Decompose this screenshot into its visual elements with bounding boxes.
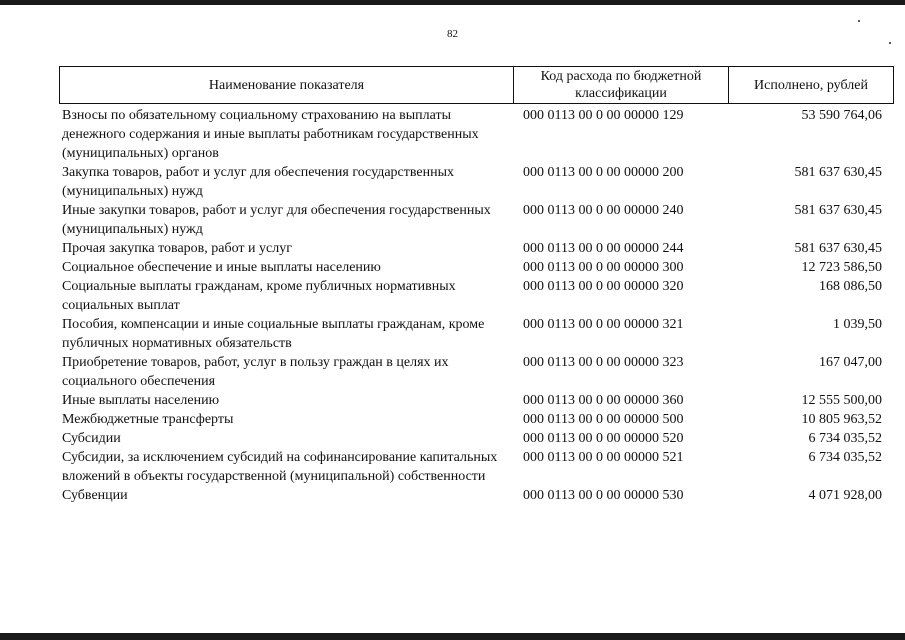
cell-code: 000 0113 00 0 00 00000 520 — [523, 431, 684, 446]
table-header — [59, 66, 894, 104]
cell-amount: 6 734 035,52 — [808, 431, 882, 446]
cell-name: Межбюджетные трансферты — [62, 412, 234, 427]
cell-amount: 53 590 764,06 — [801, 108, 882, 123]
cell-code: 000 0113 00 0 00 00000 500 — [523, 412, 684, 427]
cell-code: 000 0113 00 0 00 00000 244 — [523, 241, 684, 256]
cell-name: Иные закупки товаров, работ и услуг для обеспечения государственных (муниципальных) нужд — [62, 203, 491, 237]
cell-amount: 168 086,50 — [819, 279, 882, 294]
cell-name: Субсидии — [62, 431, 121, 446]
table-row — [59, 391, 894, 410]
cell-name: Закупка товаров, работ и услуг для обеспечения государственных (муниципальных) нужд — [62, 165, 455, 199]
cell-amount: 6 734 035,52 — [808, 450, 882, 465]
table-row — [59, 486, 894, 505]
header-code: Код расхода по бюджетной классификации — [514, 67, 729, 103]
cell-amount: 581 637 630,45 — [794, 165, 882, 180]
cell-amount: 581 637 630,45 — [794, 241, 882, 256]
cell-code: 000 0113 00 0 00 00000 323 — [523, 355, 684, 370]
cell-name: Субвенции — [62, 488, 128, 503]
cell-code: 000 0113 00 0 00 00000 320 — [523, 279, 684, 294]
cell-code: 000 0113 00 0 00 00000 200 — [523, 165, 684, 180]
page-number: 82 — [447, 28, 458, 40]
cell-amount: 12 723 586,50 — [801, 260, 882, 275]
cell-amount: 581 637 630,45 — [794, 203, 882, 218]
header-amount: Исполнено, рублей — [754, 77, 868, 93]
cell-amount: 12 555 500,00 — [801, 393, 882, 408]
scan-speck — [858, 20, 860, 22]
cell-code: 000 0113 00 0 00 00000 300 — [523, 260, 684, 275]
table-row — [59, 315, 894, 353]
cell-code: 000 0113 00 0 00 00000 530 — [523, 488, 684, 503]
table-row — [59, 429, 894, 448]
cell-amount: 10 805 963,52 — [801, 412, 882, 427]
table-body — [59, 106, 894, 505]
table-row — [59, 410, 894, 429]
table-row — [59, 353, 894, 391]
cell-name: Прочая закупка товаров, работ и услуг — [62, 241, 292, 256]
table-row — [59, 258, 894, 277]
table-row — [59, 201, 894, 239]
cell-name: Приобретение товаров, работ, услуг в пользу граждан в целях их социального обеспечения — [62, 355, 449, 389]
cell-amount: 4 071 928,00 — [808, 488, 882, 503]
scan-border-bottom — [0, 633, 905, 640]
table-row — [59, 163, 894, 201]
cell-name: Социальные выплаты гражданам, кроме публичных нормативных социальных выплат — [62, 279, 456, 313]
cell-name: Социальное обеспечение и иные выплаты населению — [62, 260, 381, 275]
cell-amount: 1 039,50 — [833, 317, 882, 332]
cell-code: 000 0113 00 0 00 00000 321 — [523, 317, 684, 332]
cell-code: 000 0113 00 0 00 00000 360 — [523, 393, 684, 408]
table-row — [59, 448, 894, 486]
cell-name: Пособия, компенсации и иные социальные выплаты гражданам, кроме публичных нормативных обязательств — [62, 317, 485, 351]
table-row — [59, 277, 894, 315]
cell-code: 000 0113 00 0 00 00000 129 — [523, 108, 684, 123]
scan-speck — [889, 42, 891, 44]
cell-code: 000 0113 00 0 00 00000 521 — [523, 450, 684, 465]
expenditure-table — [59, 66, 894, 505]
cell-name: Субсидии, за исключением субсидий на софинансирование капитальных вложений в объекты государственной (муниципальной) собственности — [62, 450, 498, 484]
cell-name: Иные выплаты населению — [62, 393, 220, 408]
cell-code: 000 0113 00 0 00 00000 240 — [523, 203, 684, 218]
scan-border-top — [0, 0, 905, 5]
cell-amount: 167 047,00 — [819, 355, 882, 370]
table-row — [59, 106, 894, 163]
cell-name: Взносы по обязательному социальному страхованию на выплаты денежного содержания и иные выплаты работникам государственных (муниципальных) органов — [62, 108, 479, 161]
header-name: Наименование показателя — [60, 67, 514, 103]
table-row — [59, 239, 894, 258]
